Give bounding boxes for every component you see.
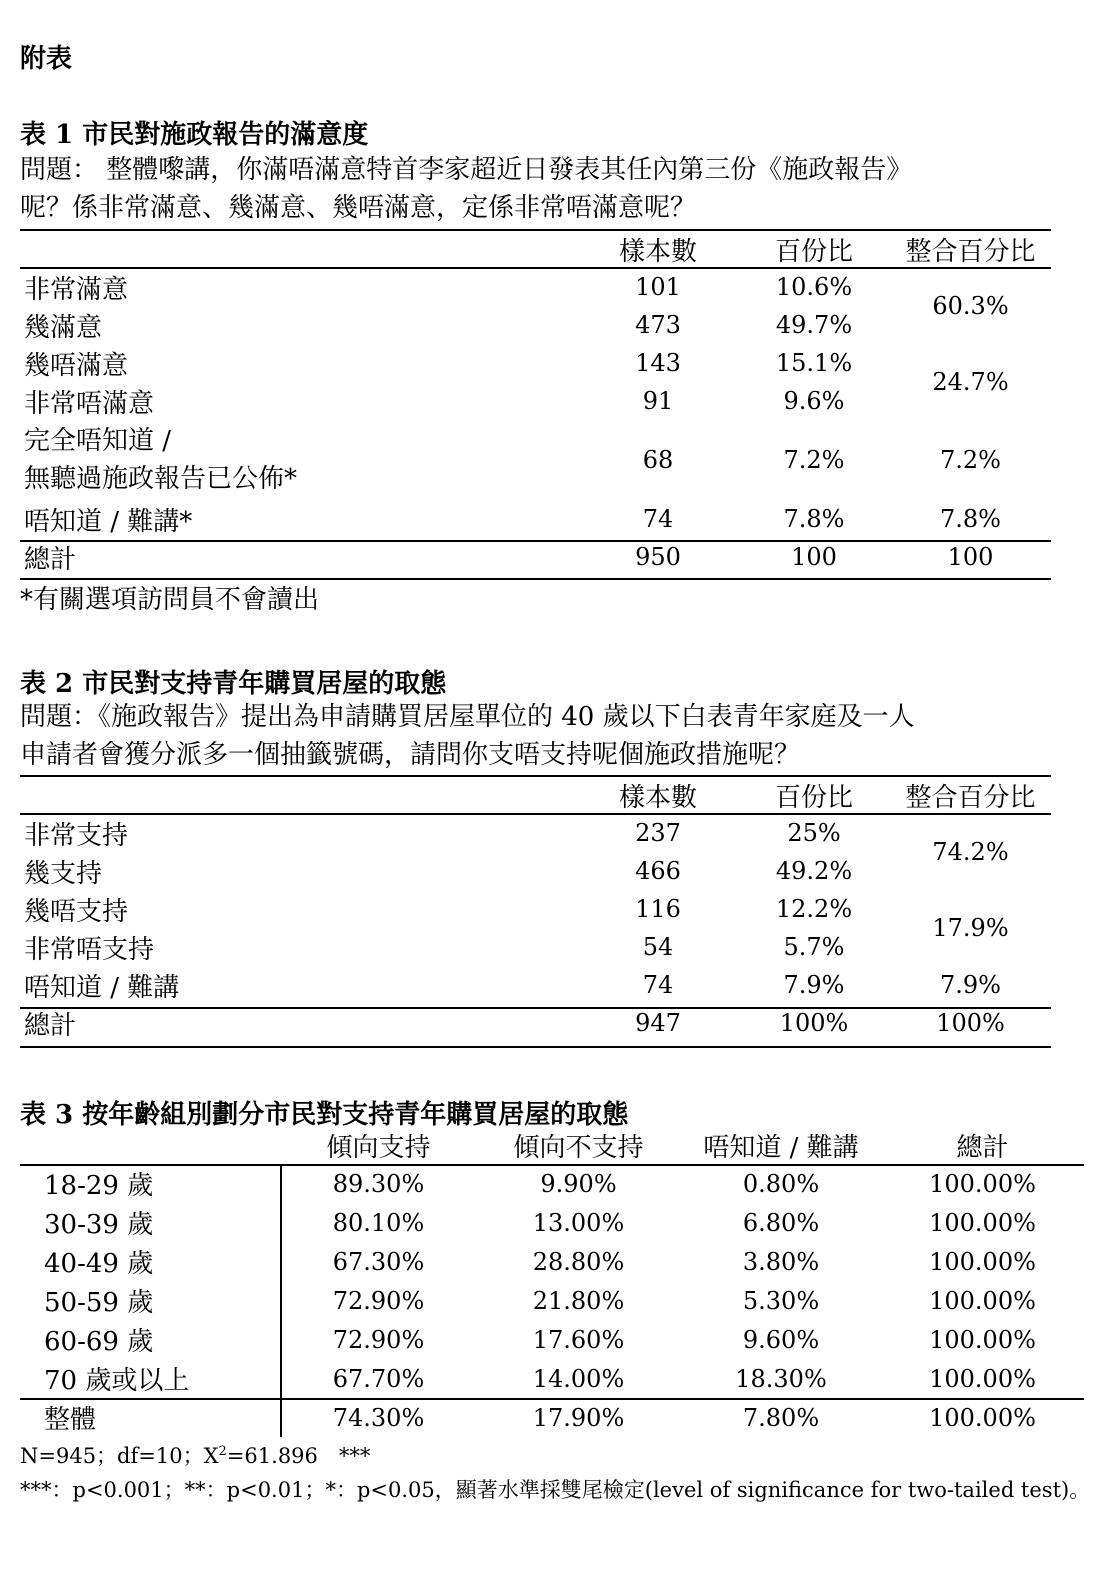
table1-total-pct: 100 <box>791 543 837 571</box>
table3-cell: 67.70% <box>332 1364 425 1393</box>
table3-cell: 100.00% <box>929 1247 1036 1276</box>
table3-cell: 21.80% <box>532 1286 625 1315</box>
table3-cell: 100.00% <box>929 1208 1036 1237</box>
table3-cell: 89.30% <box>332 1169 425 1198</box>
table3-overall-cell: 17.90% <box>532 1403 625 1432</box>
table1-row-label-line2: 無聽過施政報告已公佈* <box>24 464 298 494</box>
table2-question-line2: 申請者會獲分派多一個抽籤號碼，請問你支唔支持呢個施政措施呢？ <box>20 740 801 770</box>
table1-row-label: 幾滿意 <box>24 312 103 343</box>
table1-row-n: 91 <box>642 387 674 415</box>
table2-row-label: 非常唔支持 <box>24 934 155 965</box>
table2-header-combined: 整合百分比 <box>905 782 1036 813</box>
table1-row-label: 非常唔滿意 <box>24 388 155 419</box>
table3-stats-suffix: =61.896 *** <box>226 1444 371 1468</box>
table1-row-pct: 7.8% <box>783 505 845 533</box>
table3-cell: 67.30% <box>332 1247 425 1276</box>
table1-total-combined: 100 <box>947 543 994 571</box>
table2-bottom-rule <box>20 1046 1051 1048</box>
table1-row-label: 非常滿意 <box>24 274 129 305</box>
table3-cell: 80.10% <box>332 1208 425 1237</box>
table2-combined-support: 74.2% <box>932 838 1009 866</box>
table1-header-pct: 百份比 <box>774 236 853 267</box>
table2-row-pct: 7.9% <box>783 971 845 999</box>
table3-cell: 18.30% <box>735 1364 827 1393</box>
table1 <box>20 230 1051 576</box>
table2-total-n: 947 <box>635 1009 681 1037</box>
table1-row-pct: 49.7% <box>775 311 853 339</box>
table3-significance-note: ***：p<0.001；**：p<0.01；*：p<0.05，顯著水準採雙尾檢定(level of significance for two-tailed test)。 <box>20 1478 1091 1502</box>
table1-footnote: *有關選項訪問員不會讀出 <box>20 585 320 615</box>
table3-age-label: 18-29 歲 <box>44 1171 154 1201</box>
page-heading: 附表 <box>20 44 73 74</box>
table1-row-combined: 7.2% <box>940 446 1001 474</box>
table3-cell: 13.00% <box>532 1208 625 1237</box>
table2-question-line1: 問題：《施政報告》提出為申請購買居屋單位的 40 歲以下白表青年家庭及一人 <box>20 702 915 732</box>
table2-header-n: 樣本數 <box>618 782 697 813</box>
table3-stats-sup: 2 <box>218 1444 227 1459</box>
table1-header-n: 樣本數 <box>618 236 697 267</box>
table3-header-unsure: 唔知道 / 難講 <box>703 1132 859 1163</box>
table3-overall-label: 整體 <box>44 1405 97 1435</box>
table1-question-line2: 呢？係非常滿意、幾滿意、幾唔滿意，定係非常唔滿意呢？ <box>20 193 697 223</box>
table2-row-n: 116 <box>635 895 681 923</box>
table2-row-combined: 7.9% <box>940 971 1001 999</box>
table1-bottom-rule <box>20 578 1051 580</box>
table3-age-label: 70 歲或以上 <box>44 1366 190 1396</box>
table1-combined-satisfied: 60.3% <box>932 292 1009 320</box>
table3-overall-cell: 7.80% <box>742 1403 820 1432</box>
table2-row-n: 74 <box>642 971 674 999</box>
table3-cell: 72.90% <box>332 1325 425 1354</box>
table3-age-label: 30-39 歲 <box>44 1210 154 1240</box>
table2-row-pct: 12.2% <box>775 895 853 923</box>
table2-row-label: 幾唔支持 <box>24 896 129 927</box>
table2-row-n: 466 <box>635 857 681 885</box>
table3-header-support: 傾向支持 <box>326 1132 431 1163</box>
table2-combined-oppose: 17.9% <box>932 914 1009 942</box>
table3-age-label: 40-49 歲 <box>44 1249 154 1279</box>
table3-cell: 6.80% <box>742 1208 820 1237</box>
table3-cell: 17.60% <box>532 1325 625 1354</box>
table2-total-label: 總計 <box>24 1010 77 1041</box>
table3-cell: 100.00% <box>929 1169 1036 1198</box>
table3-cell: 0.80% <box>742 1169 820 1198</box>
table3-age-label: 60-69 歲 <box>44 1327 154 1357</box>
table1-row-label-two-line <box>20 420 578 500</box>
table1-total-n: 950 <box>635 543 681 571</box>
table3-age-label: 50-59 歲 <box>44 1288 154 1318</box>
table2-row-label: 唔知道 / 難講 <box>24 972 180 1003</box>
table1-row-n: 473 <box>635 311 681 339</box>
table1-row-pct: 7.2% <box>783 446 845 474</box>
table1-row-n: 143 <box>635 349 681 377</box>
table3-stats <box>20 1440 370 1470</box>
table1-row-label: 唔知道 / 難講* <box>24 506 193 537</box>
table3-cell: 3.80% <box>742 1247 820 1276</box>
table2-title: 表 2 市民對支持青年購買居屋的取態 <box>20 669 447 699</box>
table1-row-label: 幾唔滿意 <box>24 350 129 381</box>
table2 <box>20 776 1051 1042</box>
table3-cell: 14.00% <box>532 1364 625 1393</box>
table2-row-n: 237 <box>635 819 681 847</box>
table3-cell: 9.90% <box>540 1169 617 1198</box>
table3 <box>20 1126 1084 1437</box>
table2-row-pct: 25% <box>787 819 841 847</box>
table2-row-pct: 49.2% <box>775 857 853 885</box>
table1-title: 表 1 市民對施政報告的滿意度 <box>20 120 369 150</box>
table1-row-pct: 10.6% <box>775 273 853 301</box>
table2-total-combined: 100% <box>936 1009 1005 1037</box>
table3-cell: 100.00% <box>929 1325 1036 1354</box>
table3-overall-cell: 74.30% <box>332 1403 425 1432</box>
table1-combined-dissatisfied: 24.7% <box>932 368 1009 396</box>
table3-cell: 28.80% <box>532 1247 625 1276</box>
table2-total-pct: 100% <box>779 1009 849 1037</box>
table2-row-pct: 5.7% <box>783 933 845 961</box>
table3-header-oppose: 傾向不支持 <box>513 1132 644 1163</box>
table2-row-label: 幾支持 <box>24 858 103 889</box>
table1-header-combined: 整合百分比 <box>905 236 1036 267</box>
table1-row-n: 74 <box>642 505 674 533</box>
table3-cell: 5.30% <box>742 1286 820 1315</box>
table1-row-pct: 9.6% <box>783 387 845 415</box>
table1-row-combined: 7.8% <box>940 505 1001 533</box>
table3-title: 表 3 按年齡組別劃分市民對支持青年購買居屋的取態 <box>20 1100 629 1130</box>
table3-header-total: 總計 <box>956 1132 1009 1163</box>
table2-row-n: 54 <box>642 933 674 961</box>
table2-header-pct: 百份比 <box>774 782 853 813</box>
table3-cell: 100.00% <box>929 1286 1036 1315</box>
table3-stats-prefix: N=945；df=10；X <box>20 1444 219 1468</box>
table3-cell: 9.60% <box>742 1325 820 1354</box>
table1-row-n: 101 <box>635 273 681 301</box>
table2-row-label: 非常支持 <box>24 820 129 851</box>
table3-overall-cell: 100.00% <box>929 1403 1036 1432</box>
table3-cell: 72.90% <box>332 1286 425 1315</box>
table1-row-label-line1: 完全唔知道 / <box>24 426 172 456</box>
table1-total-label: 總計 <box>24 544 77 575</box>
table1-row-pct: 15.1% <box>775 349 853 377</box>
table1-question-line1: 問題： 整體嚟講，你滿唔滿意特首李家超近日發表其任內第三份《施政報告》 <box>20 155 913 185</box>
table1-row-n: 68 <box>642 446 674 474</box>
table3-cell: 100.00% <box>929 1364 1036 1393</box>
